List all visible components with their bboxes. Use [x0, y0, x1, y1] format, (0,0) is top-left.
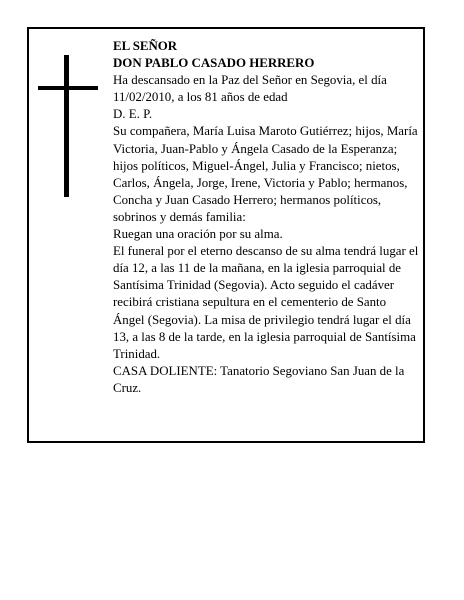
death-announcement: Ha descansado en la Paz del Señor en Segovia, el día 11/02/2010, a los 81 años de edad: [113, 73, 387, 105]
rip-line: D. E. P.: [113, 107, 153, 122]
prayer-request: Ruegan una oración por su alma.: [113, 227, 283, 242]
deceased-name: DON PABLO CASADO HERRERO: [113, 56, 315, 71]
family-list: Su compañera, María Luisa Maroto Gutiérrez; hijos, María Victoria, Juan-Pablo y Ángela Casado de la Esperanza; hijos políticos, Miguel-Ángel, Julia y Francisco; nietos, Carlos, Ángela, Jorge, Irene, Victoria y Pablo; hermanos, Concha y Juan Casado Herrero; hermanos políticos, sobrinos y demás familia:: [113, 124, 418, 224]
cross-horizontal-bar: [38, 86, 98, 90]
funeral-details: El funeral por el eterno descanso de su alma tendrá lugar el día 12, a las 11 de la mañana, en la iglesia parroquial de Santísima Trinidad (Segovia). Acto seguido el cadáver recibirá cristiana sepultura en el cementerio de Santo Ángel (Segovia). La misa de privilegio tendrá lugar el día 13, a las 8 de la tarde, en la iglesia parroquial de Santísima Trinidad.: [113, 244, 419, 361]
obituary-text: [113, 38, 419, 397]
mourning-house: CASA DOLIENTE: Tanatorio Segoviano San Juan de la Cruz.: [113, 363, 405, 395]
cross-vertical-bar: [64, 55, 69, 197]
obituary-heading: EL SEÑOR: [113, 39, 178, 53]
cross-icon: [38, 55, 98, 197]
